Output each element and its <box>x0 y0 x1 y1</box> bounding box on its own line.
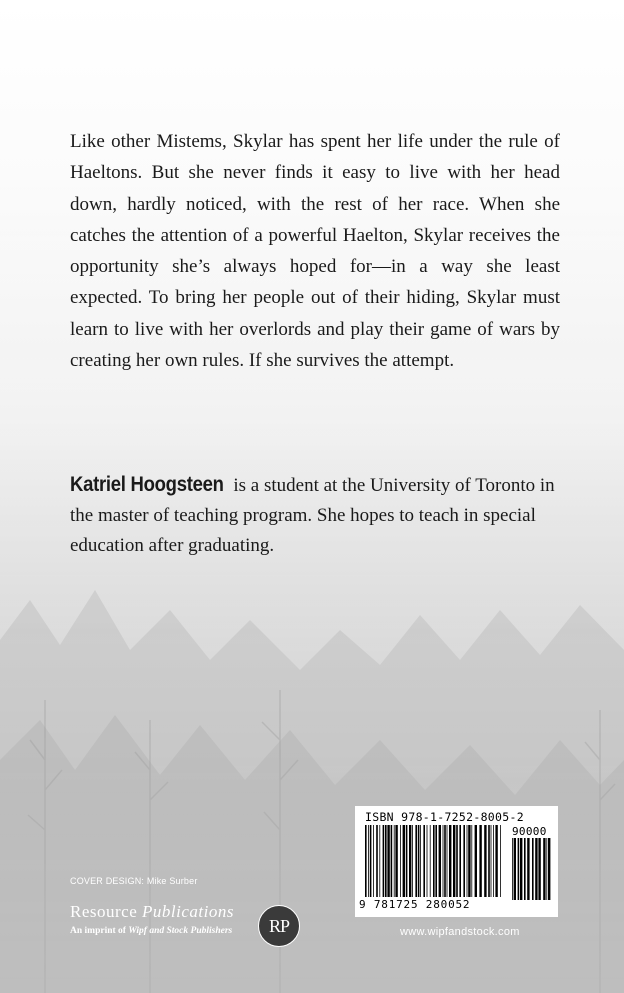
publisher-block <box>70 902 310 952</box>
cover-design-credit <box>70 876 198 886</box>
isbn-barcode <box>355 806 558 917</box>
isbn-number: ISBN 978-1-7252-8005-2 <box>365 810 524 824</box>
imprint-prefix: An imprint of <box>70 926 129 936</box>
publisher-name-part2: Publications <box>142 902 234 921</box>
author-bio <box>70 470 560 561</box>
imprint-publisher: Wipf and Stock Publishers <box>128 926 233 936</box>
cover-design-label: COVER DESIGN: <box>70 876 145 886</box>
author-bio-text: is a student at the University of Toronto in the master of teaching program. She hopes to teach in special education after graduating. <box>70 475 555 556</box>
publisher-name <box>70 902 234 922</box>
cover-designer-name: Mike Surber <box>146 876 198 886</box>
publisher-website: www.wipfandstock.com <box>400 926 520 938</box>
ean-barcode-bars <box>365 825 503 897</box>
publisher-imprint-line <box>70 926 232 936</box>
author-name: Katriel Hoogsteen <box>70 473 224 496</box>
addon-barcode-bars <box>512 838 552 900</box>
ean-digits: 9 781725 280052 <box>359 898 471 911</box>
publisher-name-part1: Resource <box>70 902 143 921</box>
back-cover-blurb: Like other Mistems, Skylar has spent her life under the rule of Haeltons. But she never finds it easy to live with her head down, hardly noticed, with the rest of her race. When she catches the attention of a powerful Haelton, Skylar receives the opportunity she’s always hoped for—in a way she least expected. To bring her people out of their hiding, Skylar must learn to live with her overlords and play their game of wars by creating her own rules. If she survives the attempt. <box>70 131 560 372</box>
rp-logo-icon: RP <box>258 905 300 947</box>
price-code: 90000 <box>512 825 547 838</box>
